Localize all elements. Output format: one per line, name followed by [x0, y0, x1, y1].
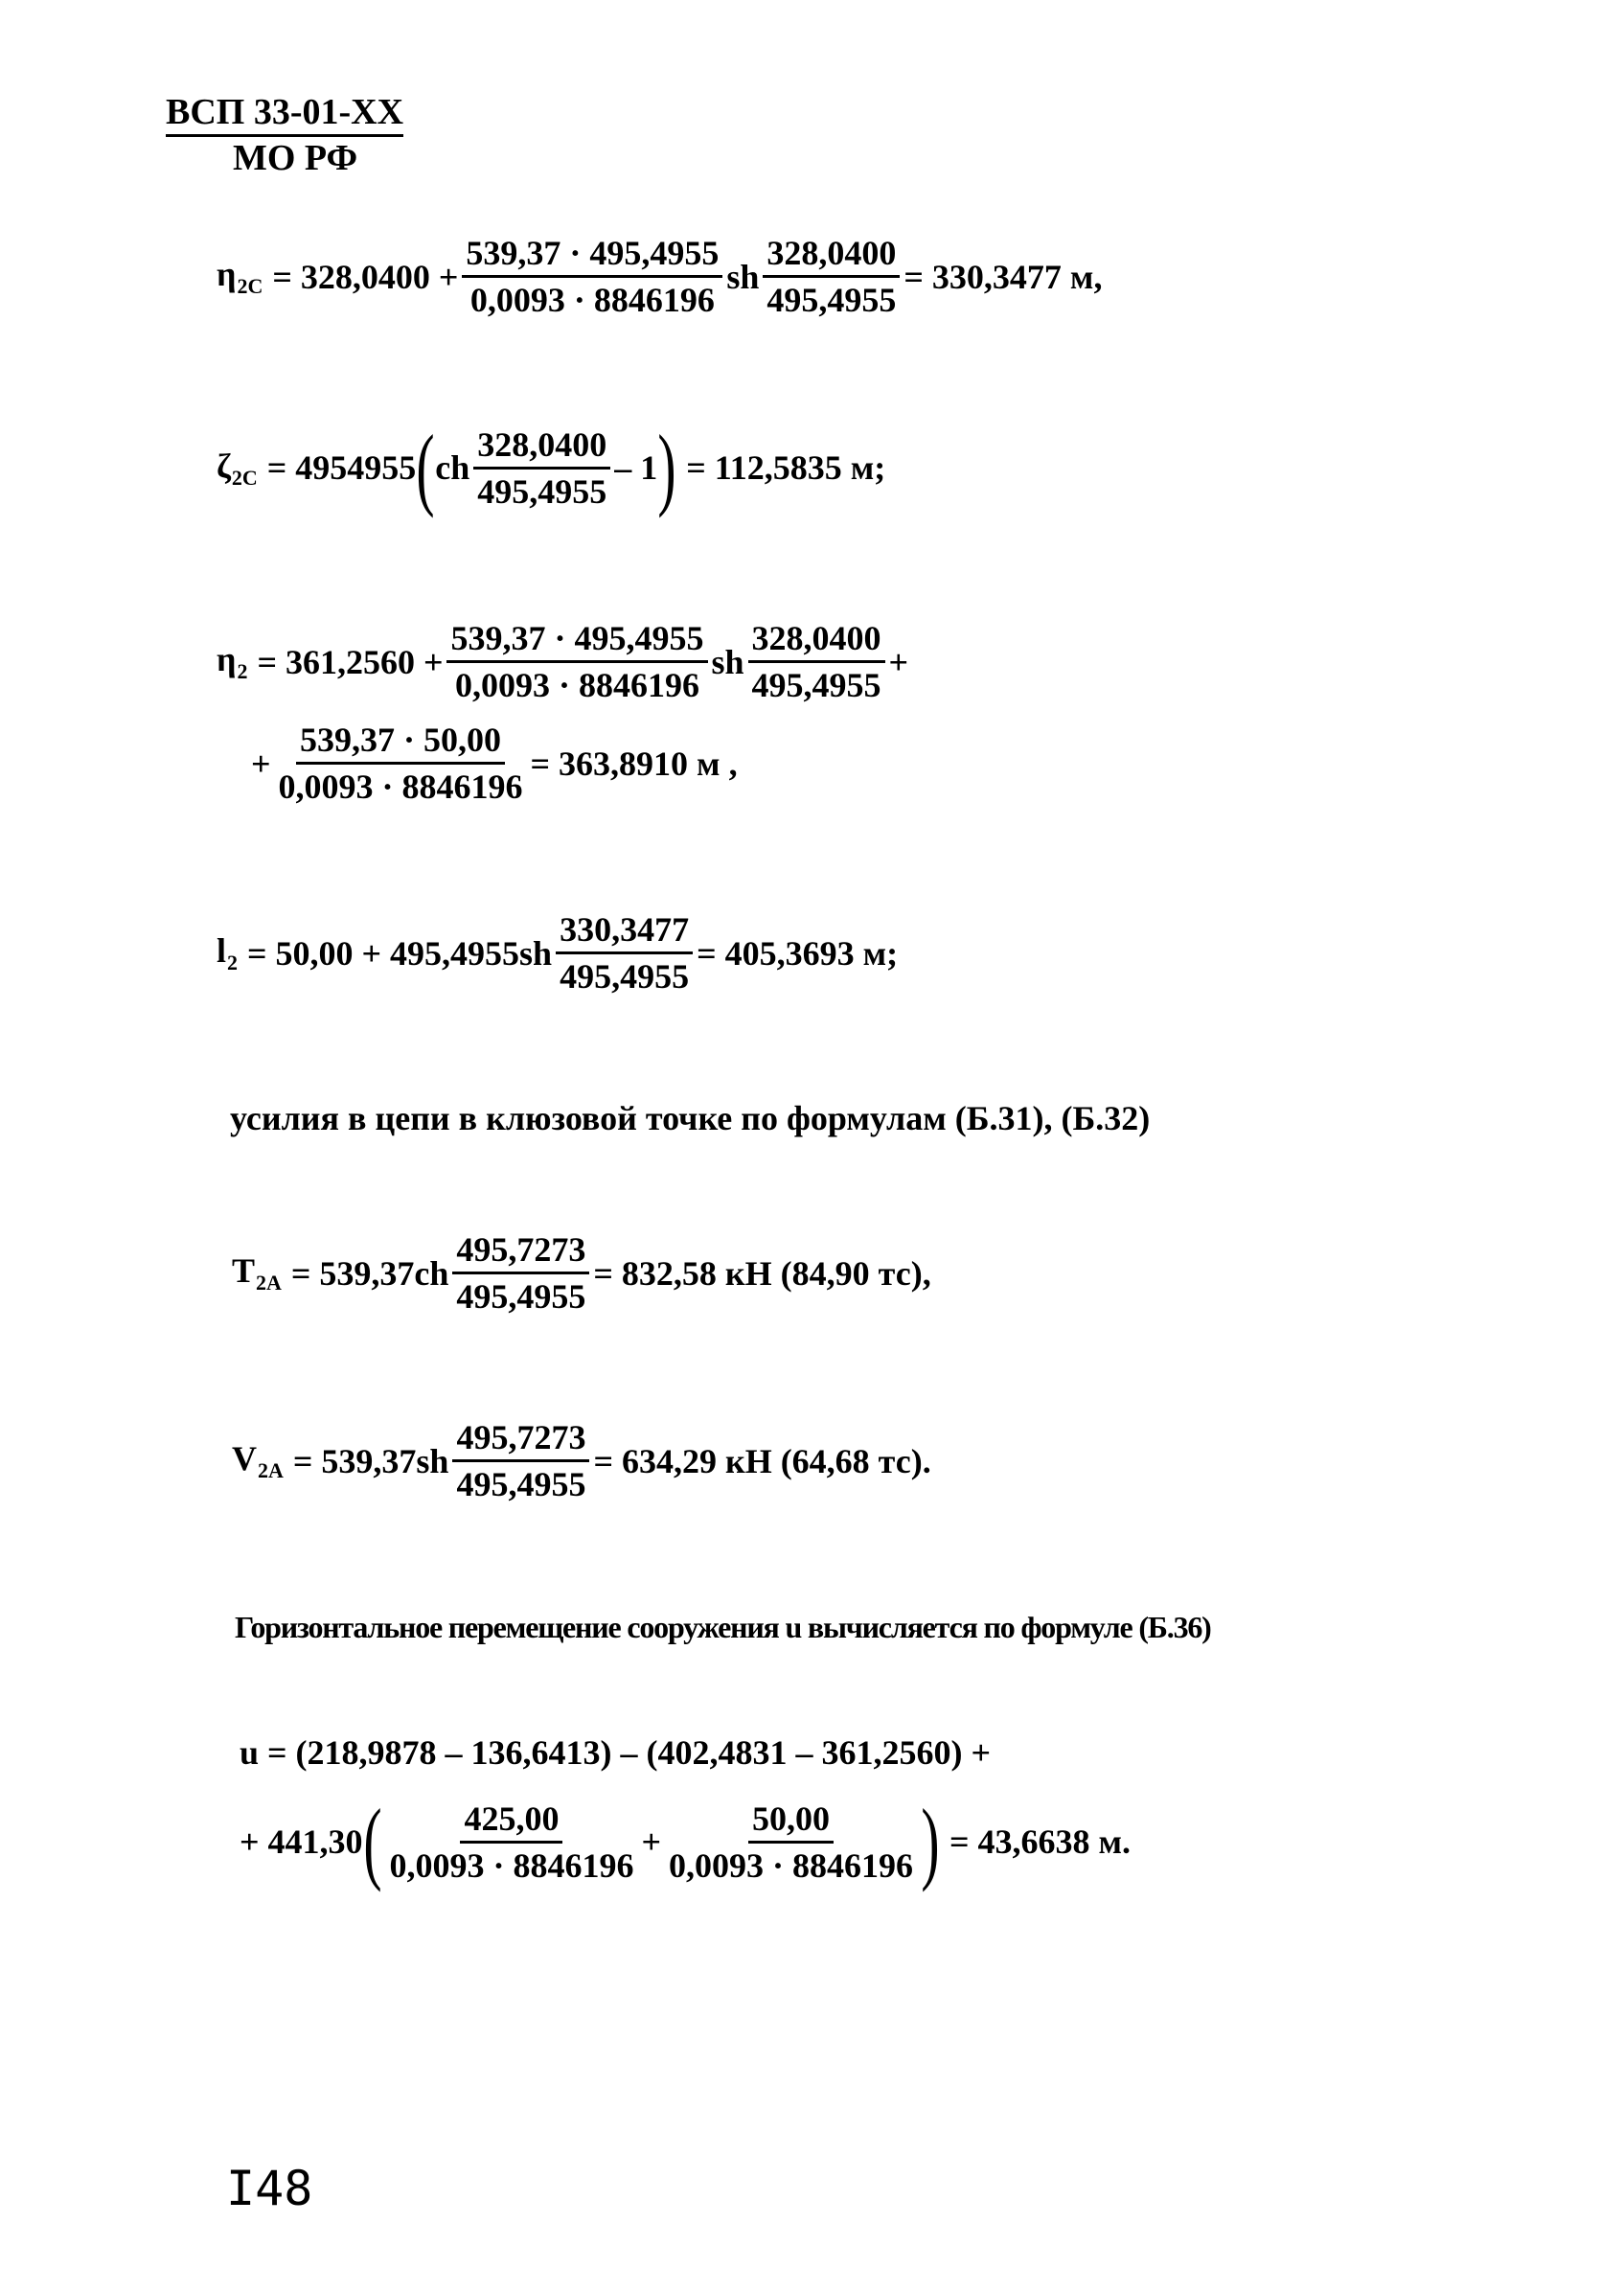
- right-paren: ): [921, 1790, 940, 1892]
- eq-function: ch: [435, 448, 470, 487]
- fraction-numerator: 328,0400: [473, 425, 610, 470]
- body-text-displacement: Горизонтальное перемещение сооружения u вычисляется по формуле (Б.36): [235, 1610, 1211, 1644]
- eq-term: – 1: [614, 448, 658, 487]
- eq-function: sh: [711, 642, 744, 681]
- equation-t-2a: [232, 1230, 931, 1316]
- eq-result: = 634,29 кН (64,68 тс).: [593, 1441, 931, 1480]
- equation-u-line2: [240, 1790, 1132, 1892]
- eq-term: = 4954955: [266, 448, 417, 487]
- eq-result: = 112,5835 м;: [686, 448, 886, 487]
- equation-eta-2-line2: [251, 721, 738, 806]
- equation-eta-2-line1: [217, 619, 908, 704]
- fraction: [275, 721, 527, 806]
- eq-lhs: $\eta_{2С}$: [217, 255, 263, 298]
- fraction-numerator: 495,7273: [452, 1418, 589, 1462]
- fraction-denominator: 0,0093 · 8846196: [389, 1845, 634, 1885]
- eq-result: = 832,58 кН (84,90 тс),: [593, 1253, 931, 1293]
- left-paren: (: [416, 416, 435, 518]
- eq-lhs: $T_{2А}$: [232, 1251, 282, 1295]
- equation-zeta-2c: [217, 416, 886, 518]
- fraction: [462, 234, 722, 319]
- document-header: [166, 91, 403, 179]
- right-paren: ): [657, 416, 676, 518]
- eq-lhs: $l_2$: [217, 931, 239, 974]
- equation-v-2a: [232, 1418, 931, 1503]
- eq-term: + 441,30: [240, 1822, 363, 1861]
- fraction: [446, 619, 707, 704]
- eq-term: u = (218,9878 – 136,6413) – (402,4831 – 361,2560) +: [240, 1733, 992, 1772]
- fraction-numerator: 425,00: [460, 1799, 562, 1844]
- fraction-denominator: 495,4955: [456, 1465, 586, 1503]
- body-text-forces: усилия в цепи в клюзовой точке по формулам (Б.31), (Б.32): [230, 1099, 1151, 1137]
- fraction: [556, 910, 693, 996]
- fraction: [452, 1418, 589, 1503]
- fraction-denominator: 495,4955: [560, 957, 690, 996]
- fraction-numerator: 50,00: [748, 1799, 834, 1844]
- eq-term: +: [641, 1822, 662, 1861]
- fraction-numerator: 328,0400: [748, 619, 885, 663]
- fraction: [473, 425, 610, 511]
- eq-result: = 363,8910 м ,: [530, 744, 738, 783]
- eq-result: = 43,6638 м.: [949, 1822, 1132, 1861]
- eq-lhs: $V_{2А}$: [232, 1439, 284, 1482]
- fraction-denominator: 495,4955: [477, 471, 607, 511]
- fraction: [665, 1799, 917, 1885]
- fraction-denominator: 495,4955: [766, 281, 897, 319]
- fraction: [385, 1799, 637, 1885]
- left-paren: (: [362, 1790, 382, 1892]
- fraction-numerator: 539,37 · 50,00: [296, 721, 505, 765]
- fraction: [452, 1230, 589, 1316]
- eq-function: sh: [726, 257, 760, 296]
- document-code: ВСП 33-01-ХХ: [166, 91, 403, 137]
- eq-lhs: $\zeta_{2С}$: [217, 446, 258, 490]
- equation-l-2: [217, 910, 898, 996]
- eq-term: +: [251, 744, 271, 783]
- eq-term: +: [888, 642, 909, 681]
- equation-u-line1: [240, 1732, 991, 1773]
- page-number: I48: [226, 2161, 313, 2216]
- eq-term: = 328,0400 +: [272, 257, 459, 296]
- fraction-denominator: 0,0093 · 8846196: [469, 281, 715, 319]
- fraction-denominator: 0,0093 · 8846196: [278, 768, 523, 806]
- fraction-denominator: 0,0093 · 8846196: [454, 666, 699, 704]
- fraction-denominator: 495,4955: [751, 666, 881, 704]
- fraction: [763, 234, 900, 319]
- document-org: МО РФ: [233, 138, 358, 178]
- fraction-numerator: 539,37 · 495,4955: [462, 234, 722, 278]
- eq-term: = 539,37sh: [292, 1441, 449, 1480]
- eq-lhs: $\eta_2$: [217, 640, 248, 683]
- fraction-numerator: 495,7273: [452, 1230, 589, 1274]
- eq-term: = 50,00 + 495,4955sh: [247, 933, 553, 973]
- fraction-numerator: 539,37 · 495,4955: [446, 619, 707, 663]
- eq-term: = 539,37ch: [290, 1253, 449, 1293]
- fraction-numerator: 328,0400: [763, 234, 900, 278]
- fraction-numerator: 330,3477: [556, 910, 693, 954]
- equation-eta-2c: [217, 234, 1102, 319]
- fraction-denominator: 495,4955: [456, 1277, 586, 1316]
- fraction: [748, 619, 885, 704]
- eq-term: = 361,2560 +: [257, 642, 444, 681]
- fraction-denominator: 0,0093 · 8846196: [669, 1845, 914, 1885]
- eq-result: = 405,3693 м;: [697, 933, 899, 973]
- eq-result: = 330,3477 м,: [903, 257, 1103, 296]
